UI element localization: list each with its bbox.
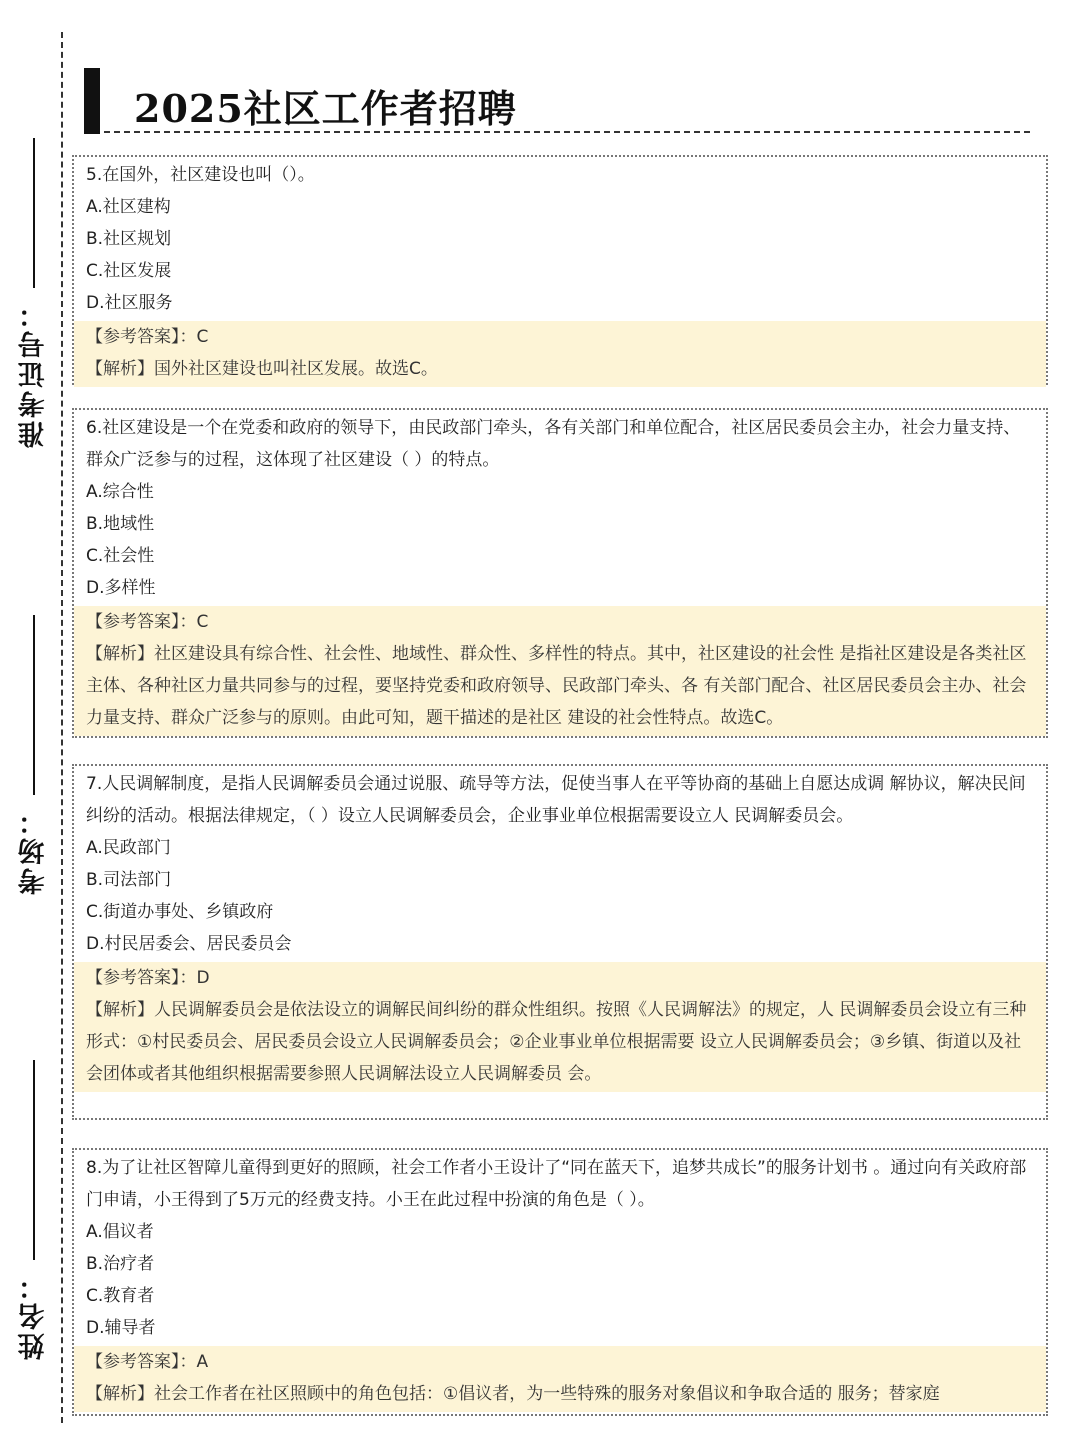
explanation-tag: 【解析】 (86, 1384, 154, 1404)
option-a: A.综合性 (86, 482, 154, 502)
option-b: B.治疗者 (86, 1254, 155, 1274)
answer-value: ：A (179, 1352, 209, 1372)
option-a: A.社区建构 (86, 197, 171, 217)
exam-id-label (14, 78, 54, 448)
margin-dashed-line (61, 32, 63, 1423)
explanation-row (74, 1378, 1046, 1410)
answer-tag: 【参考答案】 (86, 612, 180, 632)
name-blank (33, 1060, 35, 1260)
name-text: 姓名： (18, 1270, 50, 1360)
answer-block (74, 962, 1046, 1092)
title-accent-bar (84, 68, 100, 134)
explanation-tag: 【解析】 (86, 1000, 154, 1020)
option-c: C.社会性 (86, 546, 155, 566)
explanation-text: 人民调解委员会是依法设立的调解民间纠纷的群众性组织。按照《人民调解法》的规定，人 民调解委员会设立有三种形式：①村民委员会、居民委员会设立人民调解委员会；②企业事业单位根据需要 设立人民调解委员会；③乡镇、街道以及社会团体或者其他组织根据需要参照人民调解法设立人民调解委员 会。 (86, 1000, 1027, 1084)
explanation-text: 国外社区建设也叫社区发展。故选C。 (154, 359, 438, 379)
option-b: B.地域性 (86, 514, 155, 534)
explanation-text: 社会工作者在社区照顾中的角色包括：①倡议者，为一些特殊的服务对象倡议和争取合适的 服务；替家庭 (154, 1384, 940, 1404)
explanation-row (74, 638, 1046, 734)
option-d: D.多样性 (86, 578, 156, 598)
title-divider (104, 131, 1030, 133)
exam-id-text: 准考证号： (18, 298, 50, 448)
option-c: C.街道办事处、乡镇政府 (86, 902, 274, 922)
explanation-row (74, 353, 1046, 385)
question-card-8 (72, 1148, 1048, 1416)
option-d: D.村民居委会、居民委员会 (86, 934, 292, 954)
answer-block (74, 606, 1046, 736)
answer-row (74, 962, 1046, 994)
answer-value: ：C (179, 612, 209, 632)
option-a: A.倡议者 (86, 1222, 154, 1242)
option-c: C.教育者 (86, 1286, 155, 1306)
option-d: D.辅导者 (86, 1318, 156, 1338)
question-card-7 (72, 764, 1048, 1120)
question-stem: 8.为了让社区智障儿童得到更好的照顾，社会工作者小王设计了“同在蓝天下，追梦共成长”的服务计划书 。通过向有关政府部门申请，小王得到了5万元的经费支持。小王在此过程中扮演的角色是（ ）。 (86, 1158, 1027, 1210)
answer-row (74, 606, 1046, 638)
answer-row (74, 321, 1046, 353)
option-b: B.司法部门 (86, 870, 172, 890)
exam-room-blank (33, 615, 35, 795)
option-a: A.民政部门 (86, 838, 171, 858)
answer-tag: 【参考答案】 (86, 968, 180, 988)
explanation-tag: 【解析】 (86, 359, 154, 379)
name-label (14, 1040, 54, 1360)
exam-room-text: 考场： (18, 805, 50, 895)
answer-row (74, 1346, 1046, 1378)
question-stem: 6.社区建设是一个在党委和政府的领导下，由民政部门牵头，各有关部门和单位配合，社区居民委员会主办，社会力量支持、群众广泛参与的过程，这体现了社区建设（ ）的特点。 (86, 418, 1021, 470)
answer-block (74, 321, 1046, 387)
explanation-text: 社区建设具有综合性、社会性、地域性、群众性、多样性的特点。其中，社区建设的社会性 是指社区建设是各类社区主体、各种社区力量共同参与的过程，要坚持党委和政府领导、民政部门牵头、各 有关部门配合、社区居民委员会主办、社会力量支持、群众广泛参与的原则。由此可知，题干描述的是社区 建设的社会性特点。故选C。 (86, 644, 1027, 728)
exam-room-label (14, 575, 54, 895)
answer-value: ：C (179, 327, 209, 347)
option-b: B.社区规划 (86, 229, 172, 249)
option-c: C.社区发展 (86, 261, 172, 281)
option-d: D.社区服务 (86, 293, 173, 313)
answer-block (74, 1346, 1046, 1412)
answer-value: ：D (179, 968, 210, 988)
question-card-5 (72, 155, 1048, 385)
question-card-6 (72, 408, 1048, 738)
explanation-row (74, 994, 1046, 1090)
question-stem: 7.人民调解制度，是指人民调解委员会通过说服、疏导等方法，促使当事人在平等协商的基础上自愿达成调 解协议，解决民间纠纷的活动。根据法律规定，（ ）设立人民调解委员会，企业事业单位根据需要设立人 民调解委员会。 (86, 774, 1026, 826)
explanation-tag: 【解析】 (86, 644, 154, 664)
exam-id-blank (33, 138, 35, 288)
answer-tag: 【参考答案】 (86, 327, 180, 347)
page-title: 2025社区工作者招聘 (134, 86, 517, 131)
answer-tag: 【参考答案】 (86, 1352, 180, 1372)
question-stem: 5.在国外，社区建设也叫（）。 (86, 165, 315, 185)
